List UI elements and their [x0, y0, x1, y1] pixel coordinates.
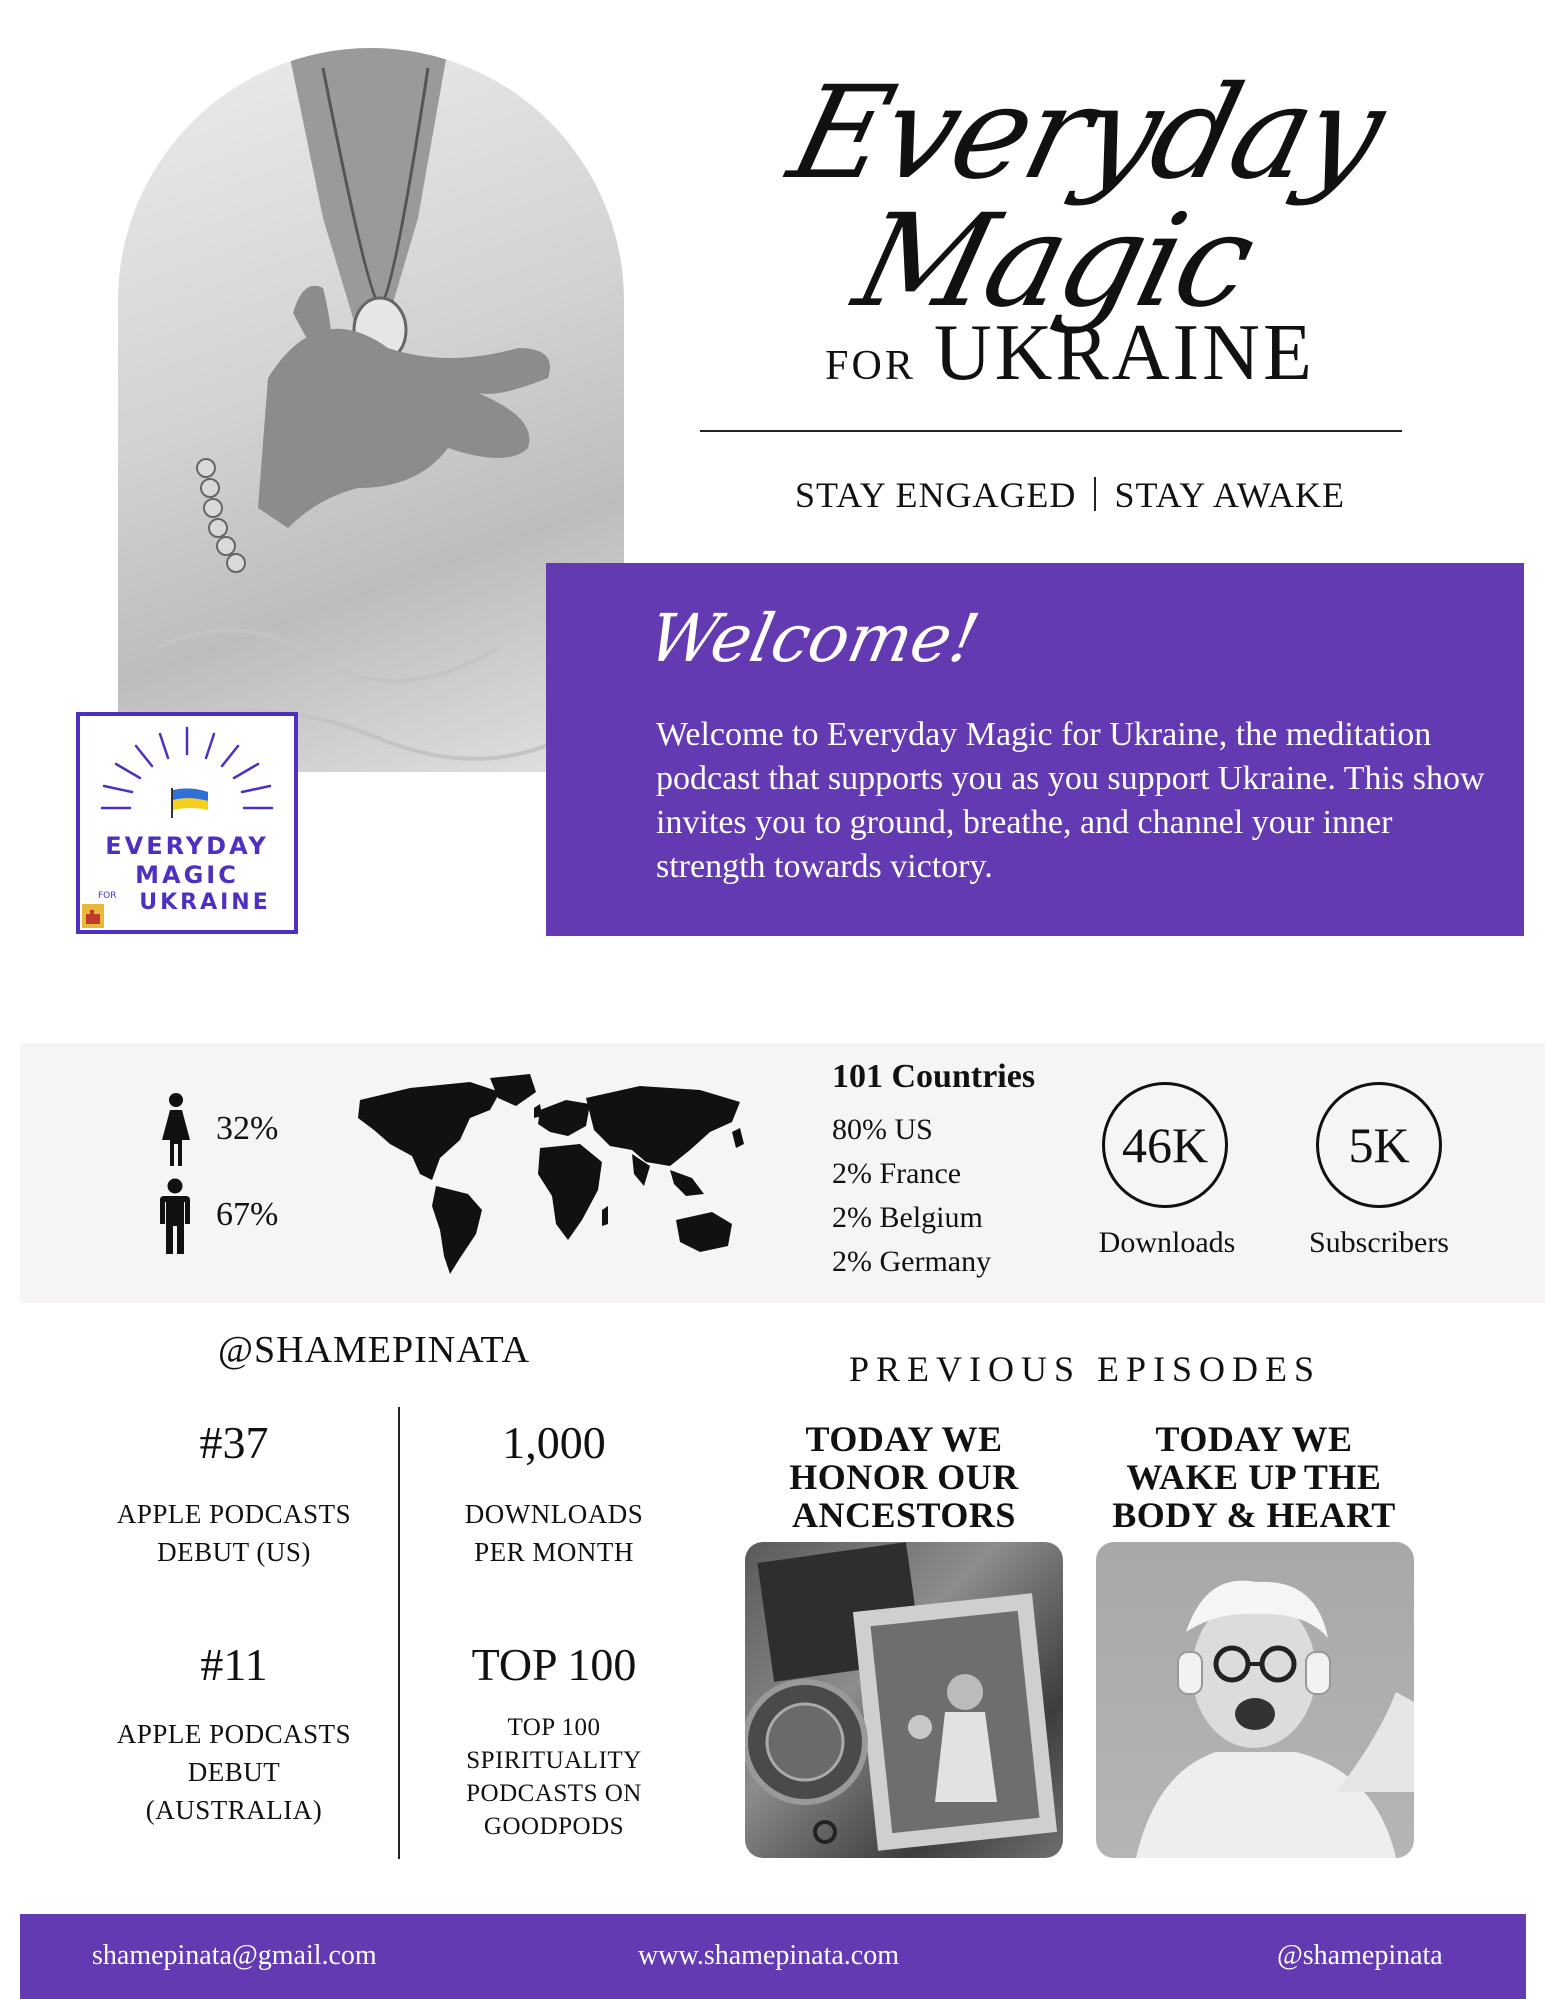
stat-label-line: APPLE PODCASTS	[116, 1719, 352, 1749]
stat-label-line: DEBUT (US)	[157, 1537, 311, 1567]
world-map-icon	[340, 1070, 770, 1280]
stat-label-line: (AUSTRALIA)	[145, 1795, 323, 1825]
country-list	[832, 1108, 991, 1284]
subscribers-label: Subscribers	[1309, 1226, 1449, 1259]
country-germany: 2% Germany	[832, 1245, 992, 1278]
episode-1-thumbnail[interactable]	[745, 1542, 1063, 1858]
stat-monthly-downloads: 1,000	[502, 1417, 606, 1468]
logo-everyday: EVERYDAY	[105, 832, 269, 860]
episode-title-line: BODY & HEART	[1112, 1495, 1396, 1535]
title-ukraine: UKRAINE	[933, 309, 1315, 397]
stat-label-line: PER MONTH	[474, 1537, 634, 1567]
stat-label-line: SPIRITUALITY	[466, 1747, 642, 1774]
stat-label-line: APPLE PODCASTS	[116, 1499, 352, 1529]
country-france: 2% France	[832, 1157, 962, 1190]
welcome-description: Welcome to Everyday Magic for Ukraine, the meditation podcast that supports you as you support Ukraine. This show invites you to ground, breathe, and channel your inner strength towards victory.	[656, 716, 1485, 885]
stat-label-line: PODCASTS ON	[466, 1780, 642, 1807]
previous-episodes-heading: PREVIOUS EPISODES	[848, 1349, 1322, 1389]
ancestors-photo-illustration	[745, 1542, 1063, 1858]
audience-stats-band	[20, 1043, 1545, 1303]
episode-title-line: ANCESTORS	[792, 1495, 1016, 1535]
episode-2-title[interactable]	[1094, 1420, 1414, 1534]
downloads-total: 46K	[1102, 1082, 1228, 1208]
female-percentage: 32%	[216, 1110, 279, 1147]
subscribers-total: 5K	[1316, 1082, 1442, 1208]
logo-magic: MAGIC	[135, 861, 239, 889]
stat-us-rank-label	[84, 1495, 384, 1571]
logo-ukraine: UKRAINE	[139, 890, 271, 915]
episode-title-line: HONOR OUR	[789, 1457, 1019, 1497]
stat-monthly-downloads-label	[404, 1495, 704, 1571]
logo-for: FOR	[98, 891, 117, 901]
male-icon	[158, 1178, 192, 1256]
stat-us-rank: #37	[199, 1417, 269, 1468]
stat-australia-rank-label	[84, 1715, 384, 1829]
pinata-icon	[82, 904, 104, 928]
title-divider	[700, 430, 1402, 432]
country-us: 80% US	[832, 1113, 933, 1146]
stat-label-line: TOP 100	[507, 1714, 601, 1741]
female-icon	[160, 1092, 192, 1168]
stat-label-line: DOWNLOADS	[464, 1499, 644, 1529]
social-handle: @SHAMEPINATA	[218, 1329, 531, 1371]
tagline-awake: STAY AWAKE	[1114, 475, 1346, 515]
episode-1-title[interactable]	[744, 1420, 1064, 1534]
tagline-engaged: STAY ENGAGED	[794, 475, 1077, 515]
episode-title-line: TODAY WE	[1155, 1419, 1353, 1459]
stat-label-line: DEBUT	[187, 1757, 281, 1787]
episode-title-line: TODAY WE	[805, 1419, 1003, 1459]
footer-website-link[interactable]: www.shamepinata.com	[638, 1940, 899, 1971]
episode-2-thumbnail[interactable]	[1096, 1542, 1414, 1858]
tagline	[640, 474, 1500, 516]
podcast-title: Everyday Magic	[776, 59, 1396, 336]
stat-australia-rank: #11	[200, 1639, 268, 1690]
footer-email-link[interactable]: shamepinata@gmail.com	[92, 1940, 377, 1971]
title-subline	[640, 308, 1500, 399]
ukraine-flag-icon	[170, 788, 210, 818]
podcast-logo	[76, 712, 298, 934]
stats-divider	[398, 1407, 400, 1859]
countries-heading: 101 Countries	[832, 1058, 1036, 1095]
footer-social-link[interactable]: @shamepinata	[1277, 1940, 1443, 1971]
episode-title-line: WAKE UP THE	[1126, 1457, 1382, 1497]
country-belgium: 2% Belgium	[832, 1201, 983, 1234]
stat-top-100-label	[404, 1711, 704, 1843]
stat-top-100: TOP 100	[471, 1639, 637, 1690]
male-percentage: 67%	[216, 1196, 279, 1233]
title-for: FOR	[825, 343, 916, 389]
woman-headphones-illustration	[1096, 1542, 1414, 1858]
welcome-heading: Welcome!	[641, 600, 986, 677]
downloads-label: Downloads	[1098, 1226, 1236, 1259]
tagline-separator	[1094, 477, 1096, 511]
stat-label-line: GOODPODS	[483, 1813, 625, 1840]
